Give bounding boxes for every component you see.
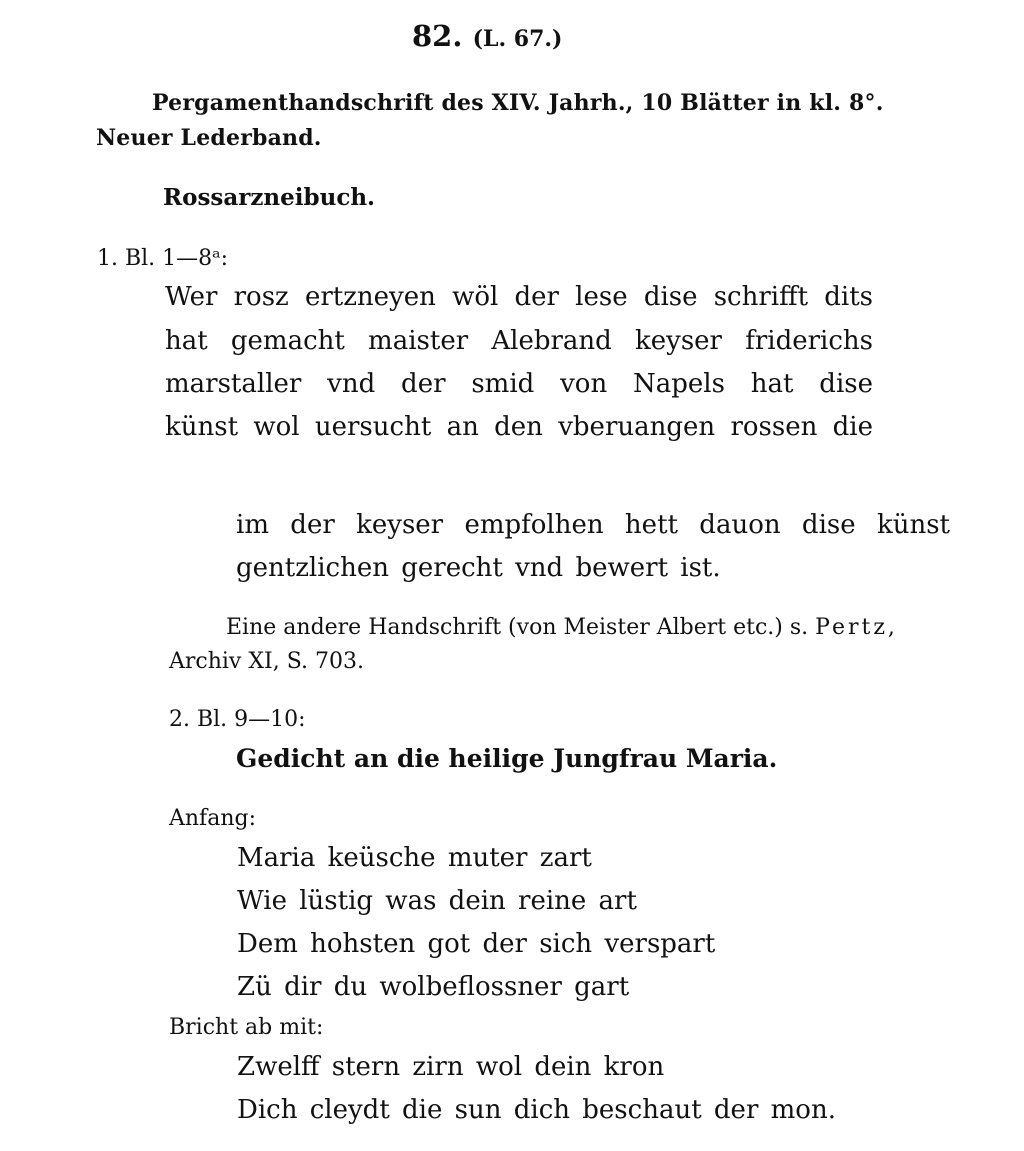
item1-note-line1: Eine andere Handschrift (von Meister Albert etc.) s. Pertz,	[226, 615, 898, 640]
poem-line: Wie lüstig was dein reine art	[237, 886, 637, 916]
poem-line: Maria keüsche muter zart	[237, 843, 592, 873]
item2-heading: 2. Bl. 9—10:	[169, 707, 306, 732]
item1-text-line: marstaller vnd der smid von Napels hat dise	[165, 369, 873, 399]
item1-text-line: Wer rosz ertzneyen wöl der lese dise schrifft dits	[165, 282, 873, 312]
poem-line: Dich cleydt die sun dich beschaut der mon.	[237, 1095, 836, 1125]
item1-note-line2: Archiv XI, S. 703.	[169, 649, 364, 674]
item1-heading: 1. Bl. 1—8ᵃ:	[97, 246, 229, 271]
item1-text-line: im der keyser empfolhen hett dauon dise künst	[236, 510, 950, 540]
page-header	[412, 19, 563, 53]
entry-reference: (L. 67.)	[472, 26, 563, 52]
poem-line: Dem hohsten got der sich verspart	[237, 929, 716, 959]
poem-line: Zü dir du wolbeflossner gart	[237, 972, 630, 1002]
item1-text-line: hat gemacht maister Alebrand keyser friderichs	[165, 326, 873, 356]
bricht-label: Bricht ab mit:	[169, 1015, 324, 1040]
manuscript-description-line2: Neuer Lederband.	[96, 125, 322, 151]
item2-title: Gedicht an die heilige Jungfrau Maria.	[236, 744, 778, 773]
item1-text-line: gentzlichen gerecht vnd bewert ist.	[236, 553, 721, 583]
author-name: Pertz,	[815, 615, 898, 640]
manuscript-description-line1: Pergamenthandschrift des XIV. Jahrh., 10 Blätter in kl. 8°.	[152, 90, 884, 116]
anfang-label: Anfang:	[169, 806, 256, 831]
item1-text-line: künst wol uersucht an den vberuangen rossen die	[165, 412, 873, 442]
poem-line: Zwelff stern zirn wol dein kron	[237, 1052, 665, 1082]
section-title: Rossarzneibuch.	[163, 184, 376, 211]
entry-number: 82.	[412, 19, 463, 53]
